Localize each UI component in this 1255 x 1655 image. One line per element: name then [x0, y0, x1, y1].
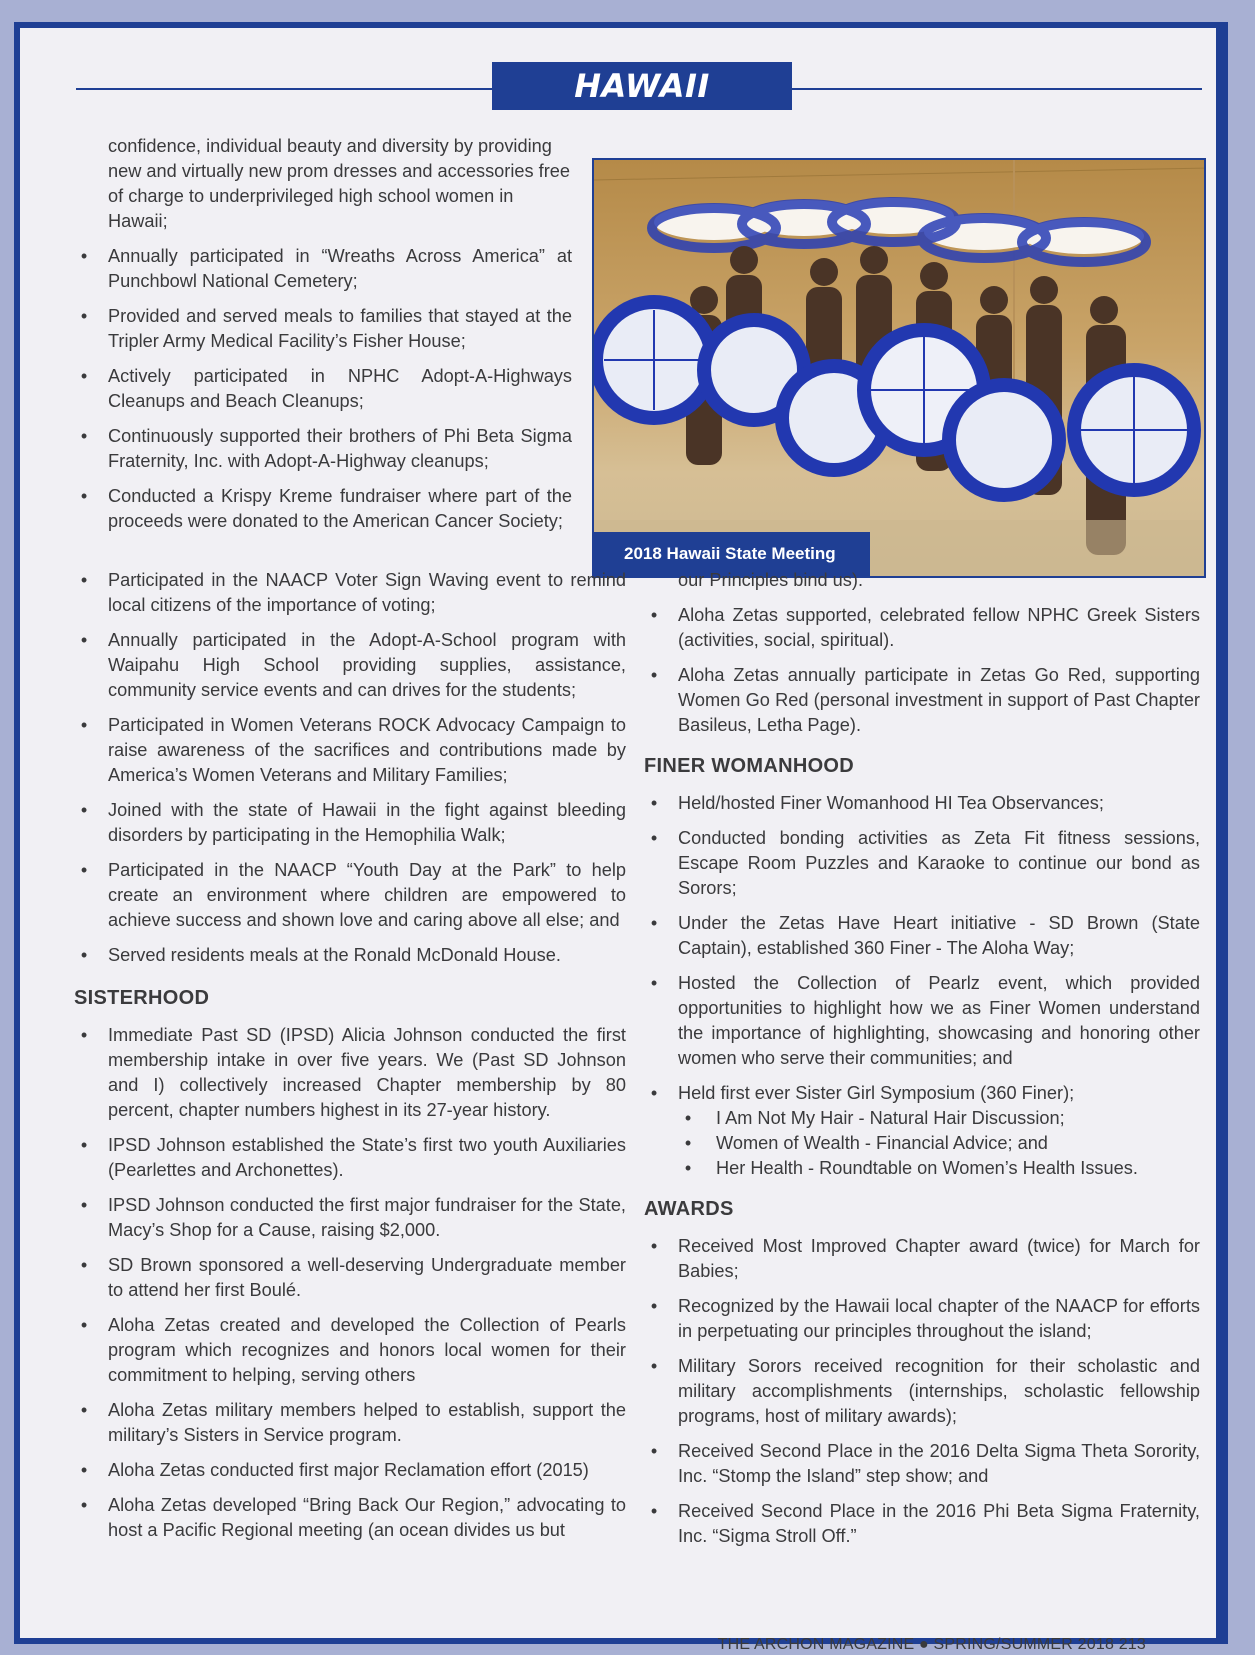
- list-item: • Aloha Zetas military members helped to establish, support the military’s Sisters in Service program.: [80, 1400, 626, 1445]
- sub-list-item: • Her Health - Roundtable on Women’s Health Issues.: [684, 1158, 1138, 1178]
- list-item: • Held/hosted Finer Womanhood HI Tea Observances;: [650, 793, 1104, 813]
- list-item: • Participated in Women Veterans ROCK Advocacy Campaign to raise awareness of the sacrifices and contributions made by America’s Women Veterans and Military Families;: [80, 715, 626, 785]
- photo-caption: 2018 Hawaii State Meeting: [594, 532, 870, 576]
- header-rule-left: [76, 88, 492, 90]
- list-item: • Received Second Place in the 2016 Phi Beta Sigma Fraternity, Inc. “Sigma Stroll Off.”: [650, 1501, 1200, 1546]
- list-item: • Actively participated in NPHC Adopt-A-Highways Cleanups and Beach Cleanups;: [80, 366, 572, 411]
- list-item: • Conducted bonding activities as Zeta Fit fitness sessions, Escape Room Puzzles and Karaoke to continue our bond as Sorors;: [650, 828, 1200, 898]
- magazine-page: [14, 22, 1228, 1653]
- sub-list-item: • I Am Not My Hair - Natural Hair Discussion;: [684, 1108, 1065, 1128]
- list-item: • Aloha Zetas developed “Bring Back Our Region,” advocating to host a Pacific Regional meeting (an ocean divides us but: [80, 1495, 626, 1540]
- list-item: • Served residents meals at the Ronald McDonald House.: [80, 945, 561, 965]
- list-item: • Military Sorors received recognition for their scholastic and military accomplishments (internships, scholastic fellowship programs, host of military awards);: [650, 1356, 1200, 1426]
- continued-paragraph: confidence, individual beauty and diversity by providing new and virtually new prom dresses and accessories free of charge to underprivileged high school women in Hawaii;: [108, 136, 570, 231]
- list-item: • Participated in the NAACP “Youth Day at the Park” to help create an environment where children are empowered to achieve success and shown love and caring above all else; and: [80, 860, 626, 930]
- list-item: • IPSD Johnson conducted the first major fundraiser for the State, Macy’s Shop for a Cause, raising $2,000.: [80, 1195, 626, 1240]
- list-item: • Joined with the state of Hawaii in the fight against bleeding disorders by participating in the Hemophilia Walk;: [80, 800, 626, 845]
- list-item: • Recognized by the Hawaii local chapter of the NAACP for efforts in perpetuating our principles throughout the island;: [650, 1296, 1200, 1341]
- list-item: • Received Most Improved Chapter award (twice) for March for Babies;: [650, 1236, 1200, 1281]
- sub-list-item: • Women of Wealth - Financial Advice; and: [684, 1133, 1048, 1153]
- list-item: • Received Second Place in the 2016 Delta Sigma Theta Sorority, Inc. “Stomp the Island” step show; and: [650, 1441, 1200, 1486]
- left-column-top: [74, 134, 572, 544]
- list-item: • IPSD Johnson established the State’s first two youth Auxiliaries (Pearlettes and Archonettes).: [80, 1135, 626, 1180]
- list-item: • Conducted a Krispy Kreme fundraiser where part of the proceeds were donated to the American Cancer Society;: [80, 486, 572, 531]
- left-column: [74, 568, 626, 1553]
- list-item: • Continuously supported their brothers of Phi Beta Sigma Fraternity, Inc. with Adopt-A-Highway cleanups;: [80, 426, 572, 471]
- list-item: • Aloha Zetas supported, celebrated fellow NPHC Greek Sisters (activities, social, spiritual).: [650, 605, 1200, 650]
- page-footer: THE ARCHON MAGAZINE ● SPRING/SUMMER 2018 213: [717, 1636, 1146, 1653]
- list-item: • Immediate Past SD (IPSD) Alicia Johnson conducted the first membership intake in over five years. We (Past SD Johnson and I) collectively increased Chapter membership by 80 percent, chapter numbers highest in its 27-year history.: [80, 1025, 626, 1120]
- awards-heading: AWARDS: [644, 1198, 734, 1220]
- list-item: • Under the Zetas Have Heart initiative - SD Brown (State Captain), established 360 Finer - The Aloha Way;: [650, 913, 1200, 958]
- list-item: • Aloha Zetas conducted first major Reclamation effort (2015): [80, 1460, 589, 1480]
- group-photo-illustration: [594, 160, 1206, 578]
- finer-womanhood-heading: FINER WOMANHOOD: [644, 755, 855, 777]
- list-item: • Participated in the NAACP Voter Sign Waving event to remind local citizens of the importance of voting;: [80, 570, 626, 615]
- list-item: • Hosted the Collection of Pearlz event, which provided opportunities to highlight how we as Finer Women understand the importance of highlighting, showcasing and honoring other women who serve their communities; and: [650, 973, 1200, 1068]
- list-item: • Annually participated in “Wreaths Across America” at Punchbowl National Cemetery;: [80, 246, 572, 291]
- list-item: • Provided and served meals to families that stayed at the Tripler Army Medical Facility’s Fisher House;: [80, 306, 572, 351]
- list-item: • Aloha Zetas annually participate in Zetas Go Red, supporting Women Go Red (personal investment in support of Past Chapter Basileus, Letha Page).: [650, 665, 1200, 735]
- list-item: • SD Brown sponsored a well-deserving Undergraduate member to attend her first Boulé.: [80, 1255, 626, 1300]
- continued-paragraph: our Principles bind us).: [678, 570, 863, 590]
- list-item: • Aloha Zetas created and developed the Collection of Pearls program which recognizes and honors local women for their commitment to helping, serving others: [80, 1315, 626, 1385]
- header-rule-right: [792, 88, 1202, 90]
- group-photo: [592, 158, 1206, 578]
- list-item: • Held first ever Sister Girl Symposium (360 Finer); • I Am Not My Hair - Natural Hair Discussion; • Women of Wealth - Financial Advice; and • Her Health - Roundtable on Women’s Health Issues.: [644, 1081, 1200, 1181]
- section-title: HAWAII: [492, 62, 792, 110]
- list-item: • Annually participated in the Adopt-A-School program with Waipahu High School providing supplies, assistance, community service events and can drives for the students;: [80, 630, 626, 700]
- right-column: [644, 568, 1200, 1559]
- sisterhood-heading: SISTERHOOD: [74, 987, 210, 1009]
